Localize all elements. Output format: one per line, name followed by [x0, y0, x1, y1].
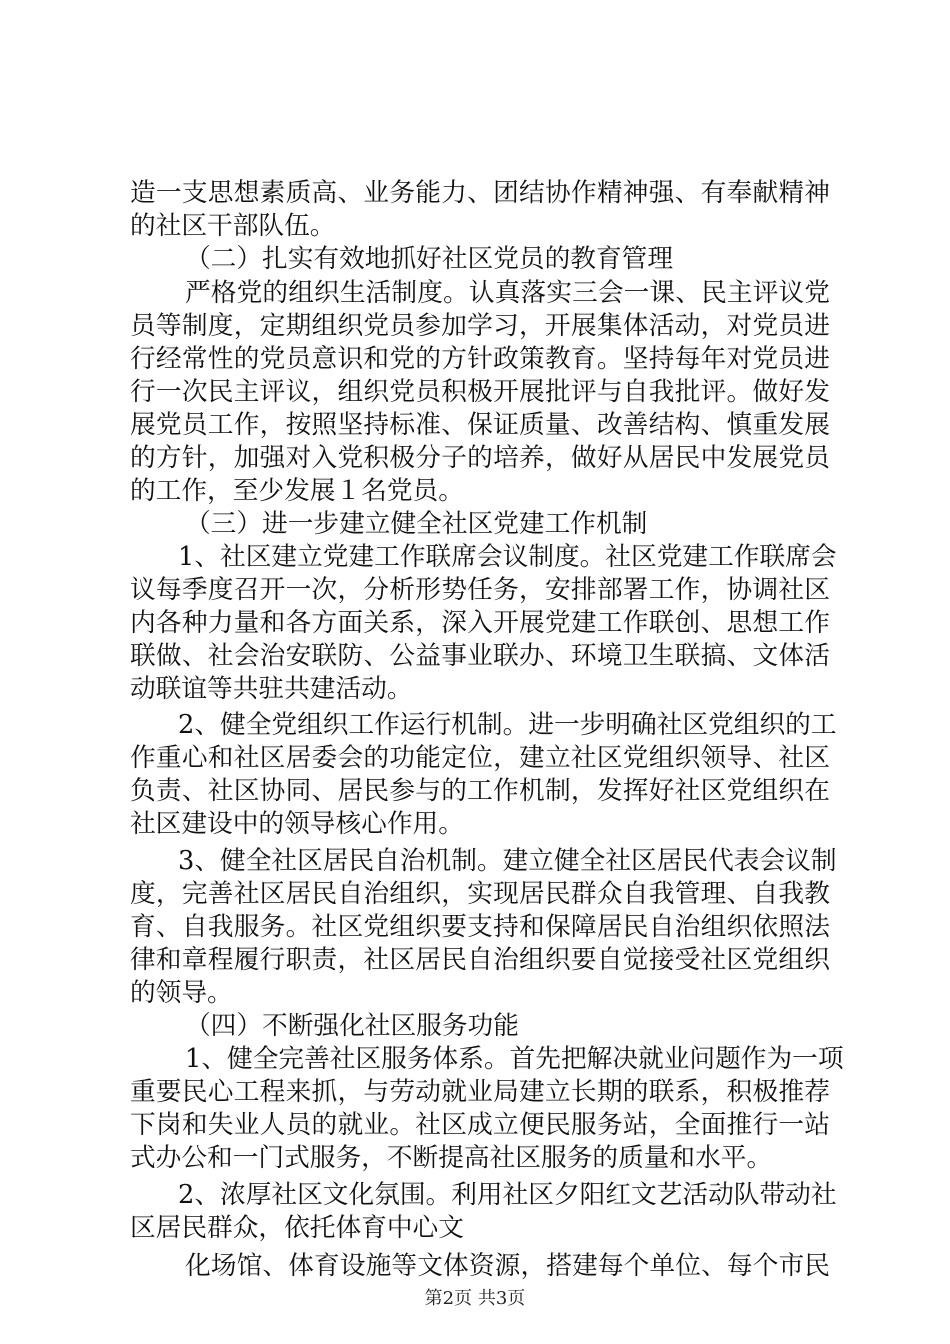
text-line: 行经常性的党员意识和党的方针政策教育。坚持每年对党员进 [130, 344, 830, 374]
text-line: 社区建设中的领导核心作用。 [130, 809, 464, 839]
text-line: 1、健全完善社区服务体系。首先把解决就业问题作为一项 [185, 1044, 844, 1074]
section-heading: （三）进一步建立健全社区党建工作机制 [185, 509, 648, 539]
text-line: 1、社区建立党建工作联席会议制度。社区党建工作联席会 [178, 542, 837, 572]
text-line: 育、自我服务。社区党组织要支持和保障居民自治组织依照法 [130, 912, 830, 942]
text-line: 展党员工作，按照坚持标准、保证质量、改善结构、慎重发展 [130, 410, 830, 440]
text-line: 议每季度召开一次，分析形势任务，安排部署工作，协调社区 [130, 575, 830, 605]
text-line: 化场馆、体育设施等文体资源，搭建每个单位、每个市民 [185, 1251, 830, 1281]
text-line: 区居民群众，依托体育中心文 [130, 1213, 464, 1243]
text-line: 的社区干部队伍。 [130, 211, 336, 241]
text-line: 的方针，加强对入党积极分子的培养，做好从居民中发展党员 [130, 443, 830, 473]
text-line: 式办公和一门式服务，不断提高社区服务的质量和水平。 [130, 1143, 773, 1173]
text-line: 负责、社区协同、居民参与的工作机制，发挥好社区党组织在 [130, 776, 830, 806]
text-line: 2、健全党组织工作运行机制。进一步明确社区党组织的工 [178, 710, 837, 740]
text-line: 联做、社会治安联防、公益事业联办、环境卫生联搞、文体活 [130, 641, 830, 671]
text-line: 行一次民主评议，组织党员积极开展批评与自我批评。做好发 [130, 377, 830, 407]
text-line: 重要民心工程来抓，与劳动就业局建立长期的联系，积极推荐 [130, 1077, 830, 1107]
text-line: 动联谊等共驻共建活动。 [130, 674, 413, 704]
text-line: 律和章程履行职责，社区居民自治组织要自觉接受社区党组织 [130, 945, 830, 975]
text-line: 下岗和失业人员的就业。社区成立便民服务站，全面推行一站 [130, 1110, 830, 1140]
section-heading: （四）不断强化社区服务功能 [185, 1011, 519, 1041]
text-line: 2、浓厚社区文化氛围。利用社区夕阳红文艺活动队带动社 [178, 1180, 837, 1210]
text-line: 3、健全社区居民自治机制。建立健全社区居民代表会议制 [178, 846, 837, 876]
text-line: 度，完善社区居民自治组织，实现居民群众自我管理、自我教 [130, 879, 830, 909]
text-line: 的领导。 [130, 978, 233, 1008]
text-line: 内各种力量和各方面关系，深入开展党建工作联创、思想工作 [130, 608, 830, 638]
text-line: 造一支思想素质高、业务能力、团结协作精神强、有奉献精神 [130, 178, 830, 208]
text-line: 员等制度，定期组织党员参加学习，开展集体活动，对党员进 [130, 311, 830, 341]
text-line: 作重心和社区居委会的功能定位，建立社区党组织领导、社区 [130, 743, 830, 773]
section-heading: （二）扎实有效地抓好社区党员的教育管理 [185, 244, 674, 274]
text-line: 的工作，至少发展１名党员。 [130, 476, 464, 506]
page-footer: 第2页 共3页 [424, 1288, 526, 1309]
text-line: 严格党的组织生活制度。认真落实三会一课、民主评议党 [185, 278, 830, 308]
